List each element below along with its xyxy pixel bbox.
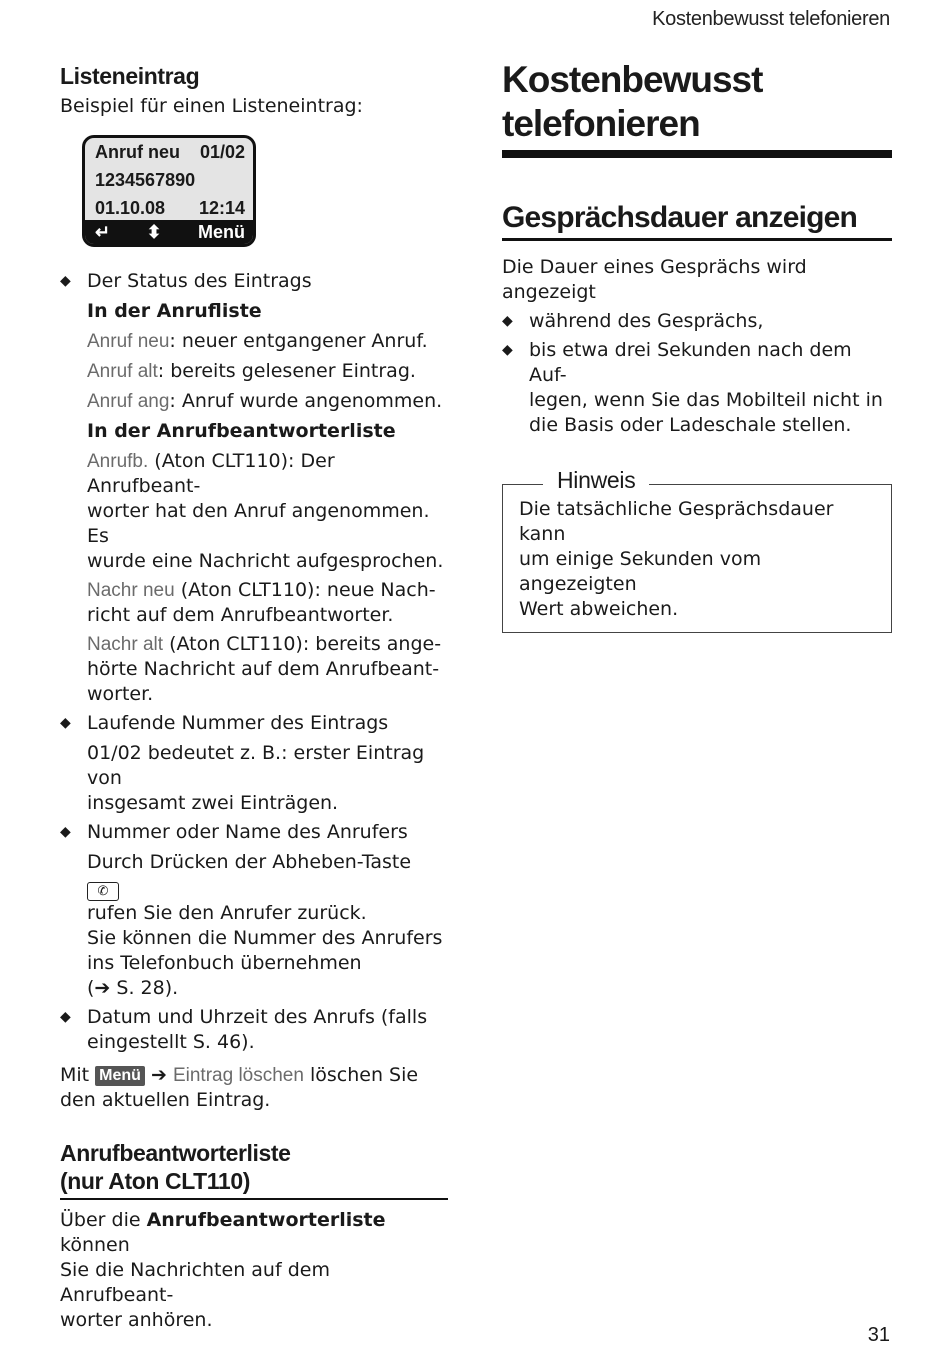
softkey-menu-label: Menü [198,221,245,242]
status-anruf-ang: Anruf ang: Anruf wurde angenommen. [87,390,443,412]
note-text: Wert abweichen. [519,598,679,620]
diamond-bullet-icon: ◆ [502,342,513,358]
diamond-bullet-icon: ◆ [502,313,513,329]
status-anrufb: Anrufb. (Aton CLT110): Der Anrufbeant- worter hat den Anruf angenommen. Es wurde eine Nachricht aufgesprochen. [87,450,444,572]
bullet-label: Nummer oder Name des Anrufers [87,821,408,843]
note-box [502,467,892,633]
status-anruf-neu: Anruf neu: neuer entgangener Anruf. [87,330,428,352]
subhead-anrufliste: In der Anrufliste [87,300,262,322]
subheading-listeneintrag: Listeneintrag [60,63,200,89]
handset-display [82,135,256,247]
bullet-nummer-name [60,820,448,1001]
page-number: 31 [867,1324,890,1346]
note-title: Hinweis [543,467,649,494]
bullet-text: eingestellt S. 46). [87,1031,255,1053]
back-icon: ↵ [95,221,111,242]
bullet-nach-auflegen: ◆ bis etwa drei Sekunden nach dem Auf- legen, wenn Sie das Mobilteil nicht in die Basis oder Ladeschale stellen. [502,339,883,436]
running-header: Kostenbewusst telefonieren [652,8,890,30]
right-column [502,58,892,633]
bullet-text: Durch Drücken der Abheben-Taste ✆ [87,851,412,899]
section-title: Gesprächsdauer anzeigen [502,200,892,241]
bullet-text: insgesamt zwei Einträgen. [87,792,339,814]
bullet-waehrend: ◆ während des Gesprächs, [502,310,764,332]
display-date: 01.10.08 [95,198,166,218]
bullet-text: 01/02 bedeutet z. B.: erster Eintrag von [87,742,425,789]
display-count: 01/02 [199,142,245,162]
note-text: Die tatsächliche Gesprächsdauer kann [519,498,834,545]
bullet-status [60,269,448,707]
bullet-text: Sie können die Nummer des Anrufers [87,927,443,949]
bullet-label: Der Status des Eintrags [87,270,312,292]
status-nachr-alt: Nachr alt (Aton CLT110): bereits ange- hörte Nachricht auf dem Anrufbeant- worter. [87,633,442,705]
display-line-1 [85,138,253,166]
status-anruf-alt: Anruf alt: bereits gelesener Eintrag. [87,360,416,382]
phone-key-icon: ✆ [87,882,119,901]
section-heading-anrufbeantworterliste: Anrufbeantworterliste (nur Aton CLT110) [60,1139,448,1200]
bullet-text: ins Telefonbuch übernehmen [87,952,362,974]
intro-text: Beispiel für einen Listeneintrag: [60,95,363,117]
intro-text: Die Dauer eines Gesprächs wird angezeigt [502,256,807,303]
arrow-right-icon: ➔ [94,977,111,999]
display-time: 12:14 [198,198,245,218]
display-status: Anruf neu [95,142,180,162]
page-title: Kostenbewusst telefonieren [502,58,892,158]
diamond-bullet-icon: ◆ [60,273,71,289]
delete-instruction: Mit Menü ➔ Eintrag löschen löschen Sie den aktuellen Eintrag. [60,1064,419,1111]
page-reference: (➔ S. 28). [87,977,179,999]
note-text: um einige Sekunden vom angezeigten [519,548,762,595]
bullet-text: Datum und Uhrzeit des Anrufs (falls [87,1006,428,1028]
left-column [60,62,448,1333]
bullet-text: rufen Sie den Anrufer zurück. [87,902,367,924]
bullet-label: Laufende Nummer des Eintrags [87,712,389,734]
display-number: 1234567890 [95,170,196,190]
display-softkeys [85,220,253,244]
diamond-bullet-icon: ◆ [60,715,71,731]
status-nachr-neu: Nachr neu (Aton CLT110): neue Nach- richt auf dem Anrufbeantworter. [87,579,436,626]
diamond-bullet-icon: ◆ [60,1009,71,1025]
section-paragraph: Über die Anrufbeantworterliste können Sie die Nachrichten auf dem Anrufbeant- worter anhören. [60,1209,386,1331]
diamond-bullet-icon: ◆ [60,824,71,840]
display-line-3 [85,194,253,222]
bullet-laufende-nummer [60,711,448,816]
arrow-right-icon: ➔ [151,1064,167,1086]
menu-softkey-icon: Menü [95,1066,145,1086]
subhead-anrufbeantworterliste: In der Anrufbeantworterliste [87,420,396,442]
updown-arrows-icon: ⬍ [146,221,162,242]
display-line-2 [85,166,253,194]
bullet-datum-uhrzeit [60,1005,448,1055]
